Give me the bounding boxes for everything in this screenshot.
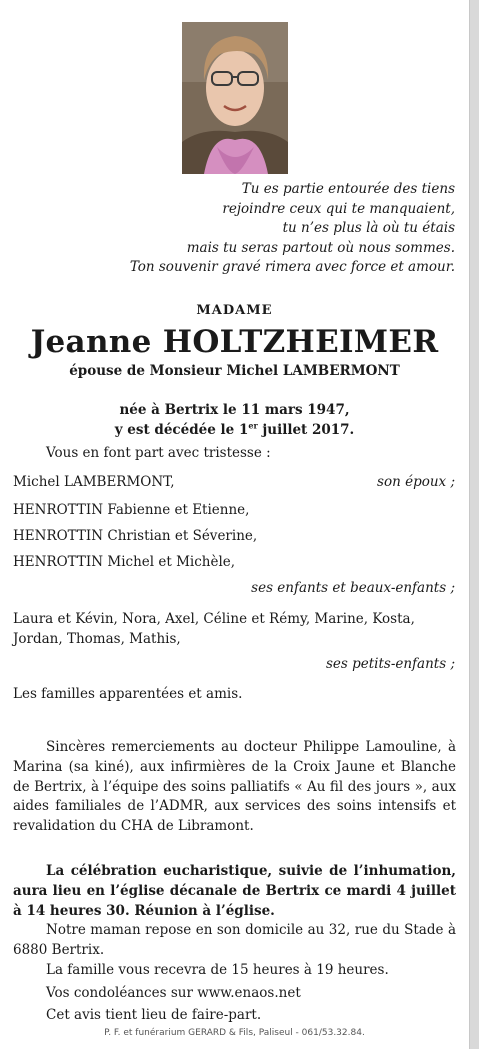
poem-line: Tu es partie entourée des tiens [241,181,455,197]
thanks-paragraph: Sincères remerciements au docteur Philippe Lamouline, à Marina (sa kiné), aux infirmières de la Croix Jaune et Blanche de Bertrix, à l’équipe des soins palliatifs « Au fil des jours », aux aides familiales de l’ADMR, aux services des soins intensifs et revalidation du CHA de Libramont. [13,739,456,835]
grandchildren-names: Laura et Kévin, Nora, Axel, Céline et Rémy, Marine, Kosta, Jordan, Thomas, Mathis, [13,611,415,647]
portrait-photo [182,22,288,174]
honorific: MADAME [196,303,273,318]
rest-paragraph: Notre maman repose en son domicile au 32, rue du Stade à 6880 Bertrix. [13,922,456,958]
funeral-home-footer: P. F. et funérarium GERARD & Fils, Paliseul - 061/53.32.84. [104,1028,365,1038]
relatives-line: Les familles apparentées et amis. [13,686,243,702]
condolences-line: Vos condoléances sur www.enaos.net [46,985,301,1001]
child-entry: HENROTTIN Michel et Michèle, [13,554,236,570]
notice-line: Cet avis tient lieu de faire-part. [46,1007,262,1023]
death-line-post: juillet 2017. [257,422,355,438]
grandchildren-role: ses petits-enfants ; [325,656,455,672]
children-role: ses enfants et beaux-enfants ; [251,580,455,596]
portrait-image [182,22,288,174]
death-line-sup: er [248,420,258,431]
poem-line: rejoindre ceux qui te manquaient, [222,200,455,217]
death-line [0,420,469,440]
husband-role: son époux ; [377,474,455,490]
poem-line: Ton souvenir gravé rimera avec force et amour. [129,259,455,276]
deceased-name: Jeanne HOLTZHEIMER [30,324,439,360]
birth-death-dates [0,400,469,440]
spouse-line: épouse de Monsieur Michel LAMBERMONT [69,363,400,379]
husband-name: Michel LAMBERMONT, [13,474,175,490]
poem-line: tu n’es plus là où tu étais [282,220,455,237]
death-line-pre: y est décédée le 1 [114,422,249,438]
poem [15,180,455,278]
child-entry: HENROTTIN Christian et Séverine, [13,528,258,544]
poem-line: mais tu seras partout où nous sommes. [186,239,455,256]
visit-line: La famille vous recevra de 15 heures à 19 heures. [46,962,389,978]
announcement: Vous en font part avec tristesse : [46,445,271,461]
child-entry: HENROTTIN Fabienne et Etienne, [13,502,250,518]
ceremony-paragraph: La célébration eucharistique, suivie de l’inhumation, aura lieu en l’église décanale de Bertrix ce mardi 4 juillet à 14 heures 30. Réunion à l’église. [13,863,456,919]
birth-line: née à Bertrix le 11 mars 1947, [119,402,350,418]
